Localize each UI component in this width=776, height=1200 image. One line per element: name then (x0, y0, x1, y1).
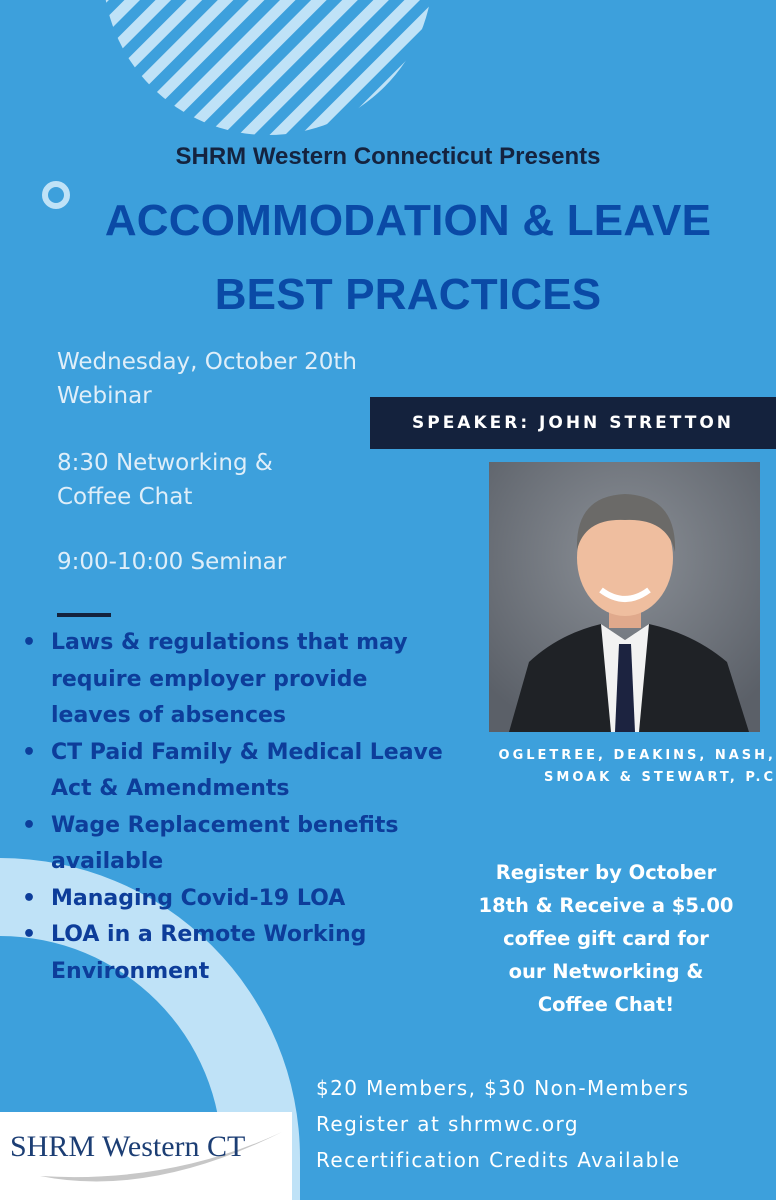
topic-line: leaves of absences (51, 703, 286, 728)
divider-dash (57, 613, 111, 617)
event-date-format (57, 345, 357, 413)
firm-line-2: SMOAK & STEWART, P.C (544, 770, 776, 785)
topic-line: • Laws & regulations that may (51, 630, 408, 655)
topic-line: • Managing Covid-19 LOA (51, 885, 346, 911)
topic-line: • LOA in a Remote Working (51, 922, 367, 947)
speaker-portrait-illustration (489, 462, 760, 732)
event-title-line-1: ACCOMMODATION & LEAVE (104, 196, 712, 245)
promo-line: Coffee Chat! (537, 993, 675, 1016)
register-promo (468, 856, 744, 1021)
topic-line: Environment (51, 958, 210, 984)
logo-text: SHRM Western CT (10, 1130, 246, 1163)
topic-item (22, 808, 477, 881)
seminar-time: 9:00-10:00 Seminar (57, 549, 287, 575)
credits-text: Recertification Credits Available (316, 1148, 681, 1172)
promo-line: coffee gift card for (503, 927, 709, 950)
event-date: Wednesday, October 20th (57, 349, 357, 375)
topic-line: • CT Paid Family & Medical Leave (51, 739, 443, 765)
topic-line: available (51, 849, 164, 874)
event-format: Webinar (57, 383, 152, 409)
speaker-photo (489, 462, 760, 732)
firm-line-1: OGLETREE, DEAKINS, NASH, (498, 748, 776, 763)
topic-item (22, 881, 477, 918)
promo-line: Register by October (495, 861, 717, 884)
topic-line: require employer provide (51, 666, 368, 692)
topic-line: Act & Amendments (51, 776, 290, 801)
footer-info (316, 1070, 689, 1178)
topics-list (22, 625, 477, 990)
topic-item (22, 735, 477, 808)
networking-time (57, 446, 273, 514)
pricing-text: $20 Members, $30 Non-Members (316, 1076, 690, 1100)
shrm-logo (0, 1112, 292, 1200)
register-link-text[interactable]: Register at shrmwc.org (316, 1112, 579, 1136)
presenter-line: SHRM Western Connecticut Presents (175, 143, 601, 170)
speaker-firm (470, 745, 776, 789)
topic-item (22, 625, 477, 735)
networking-line-1: 8:30 Networking & (57, 450, 273, 476)
speaker-band (370, 397, 776, 449)
speaker-label: SPEAKER: JOHN STRETTON (411, 413, 735, 433)
topic-line: • Wage Replacement benefits (51, 812, 399, 838)
striped-circle-decoration (103, 0, 433, 135)
networking-line-2: Coffee Chat (57, 484, 193, 510)
promo-line: 18th & Receive a $5.00 (478, 894, 734, 917)
topic-item (22, 917, 477, 990)
promo-line: our Networking & (508, 960, 704, 983)
event-title-line-2: BEST PRACTICES (214, 270, 602, 319)
